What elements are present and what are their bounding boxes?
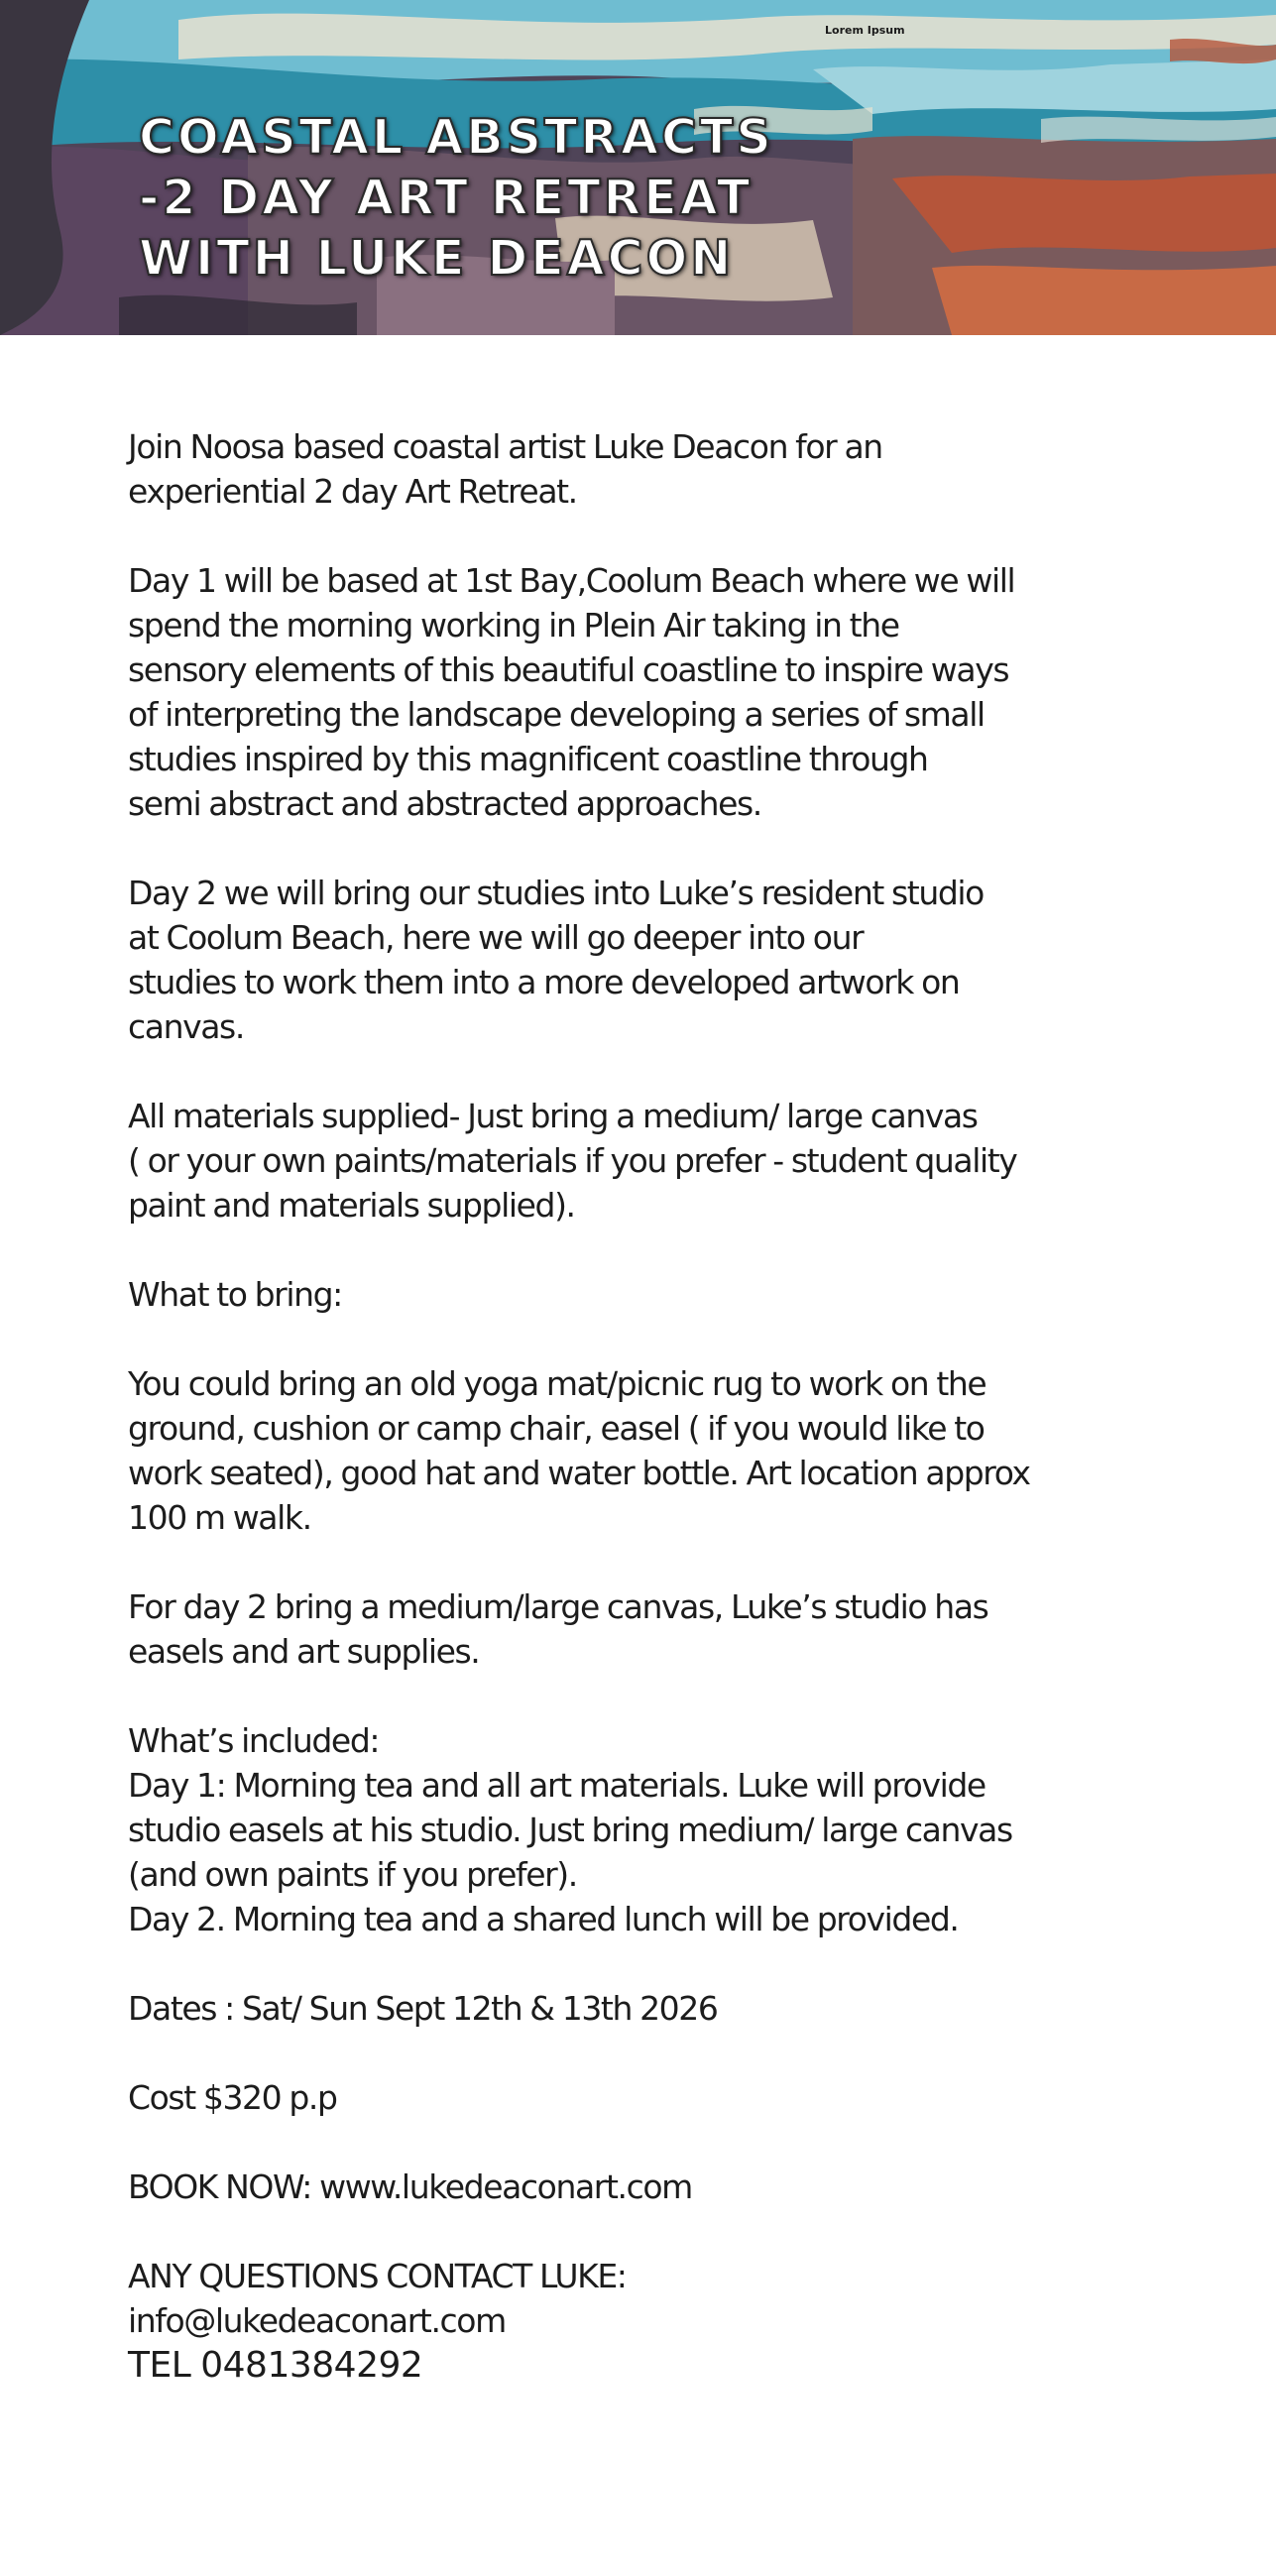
contact-heading: ANY QUESTIONS CONTACT LUKE: [128,2257,627,2295]
what-to-bring-heading: What to bring: [128,1275,342,1314]
day1-paragraph: Day 1 will be based at 1st Bay,Coolum Beach where we will spend the morning working in Plein Air taking in the sensory elements of this beautiful coastline to inspire ways of interpreting the landscape developing a series of small studies inspired by this magnificent coastline through semi abstract and abstracted approaches. [128,561,1015,823]
cost-line: Cost $320 p.p [128,2078,337,2117]
contact-tel: TEL 0481384292 [128,2345,423,2386]
intro-paragraph: Join Noosa based coastal artist Luke Deacon for an experiential 2 day Art Retreat. [128,427,882,511]
included-heading: What’s included: [128,1721,380,1760]
event-description [128,424,1179,2388]
header-banner [0,0,1276,335]
banner-tag: Lorem Ipsum [825,24,905,37]
day2-paragraph: Day 2 we will bring our studies into Luke’s resident studio at Coolum Beach, here we will go deeper into our studies to work them into a more developed artwork on canvas. [128,874,984,1046]
included-paragraph: Day 1: Morning tea and all art materials. Luke will provide studio easels at his studio. Just bring medium/ large canvas (and own paints if you prefer). Day 2. Morning tea and a shared lunch will be provided. [128,1766,1012,1938]
banner-title: COASTAL ABSTRACTS -2 DAY ART RETREAT WITH LUKE DEACON [139,109,774,287]
contact-email: info@lukedeaconart.com [128,2301,506,2340]
dates-line: Dates : Sat/ Sun Sept 12th & 13th 2026 [128,1989,718,2028]
materials-paragraph: All materials supplied- Just bring a medium/ large canvas ( or your own paints/materials if you prefer - student quality paint and materials supplied). [128,1097,1017,1225]
book-now-line: BOOK NOW: www.lukedeaconart.com [128,2167,692,2206]
day2-bring-paragraph: For day 2 bring a medium/large canvas, Luke’s studio has easels and art supplies. [128,1587,988,1671]
what-to-bring-paragraph: You could bring an old yoga mat/picnic rug to work on the ground, cushion or camp chair, easel ( if you would like to work seated), good hat and water bottle. Art location approx 100 m walk. [128,1364,1030,1537]
